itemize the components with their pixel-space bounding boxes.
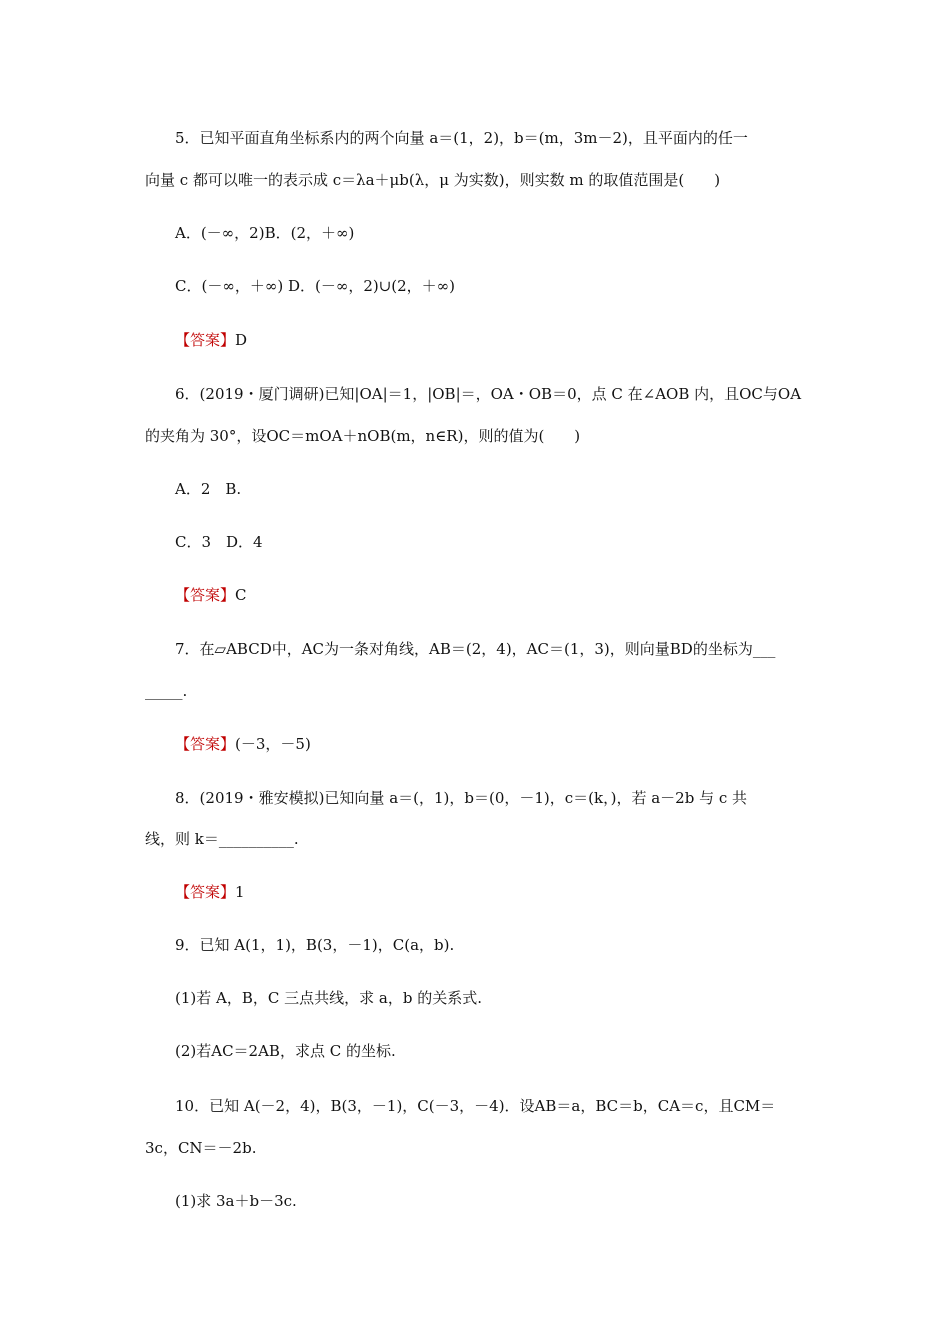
question-7-line-2: _____. [145, 682, 188, 700]
question-10-line-1: 10．已知 A(－2，4)，B(3，－1)，C(－3，－4)．设AB＝a，BC＝b，CA＝c，且CM＝ [175, 1097, 776, 1115]
question-10-part-1: (1)求 3a＋b－3c. [175, 1192, 297, 1210]
question-5-answer [175, 330, 247, 350]
question-9-line-1: 9．已知 A(1，1)，B(3，－1)，C(a，b). [175, 936, 455, 954]
question-10-line-2: 3c，CN＝－2b. [145, 1139, 257, 1157]
answer-value: (－3，－5) [235, 735, 311, 753]
question-8-line-2: 线，则 k＝__________. [145, 830, 299, 848]
question-6-option-ab: A．2 B. [175, 480, 242, 498]
question-8-line-1: 8．(2019・雅安模拟)已知向量 a＝(，1)，b＝(0，－1)，c＝(k，)，若 a－2b 与 c 共 [175, 789, 748, 807]
question-9-part-1: (1)若 A，B，C 三点共线，求 a，b 的关系式. [175, 989, 482, 1007]
question-6-line-2: 的夹角为 30°，设OC＝mOA＋nOB(m，n∈R)，则的值为( ) [145, 427, 581, 445]
question-5-option-cd: C．(－∞，＋∞) D．(－∞，2)∪(2，＋∞) [175, 277, 456, 295]
question-8-answer [175, 882, 245, 902]
answer-label: 【答案】 [175, 735, 236, 753]
question-9-part-2: (2)若AC＝2AB，求点 C 的坐标. [175, 1042, 396, 1060]
question-6-line-1: 6．(2019・厦门调研)已知|OA|＝1，|OB|＝，OA・OB＝0，点 C 在∠AOB 内，且OC与OA [175, 385, 802, 403]
answer-value: C [235, 586, 247, 604]
answer-label: 【答案】 [175, 331, 236, 349]
question-7-line-1: 7．在▱ABCD中，AC为一条对角线，AB＝(2，4)，AC＝(1，3)，则向量BD的坐标为___ [175, 640, 776, 658]
question-5-line-2: 向量 c 都可以唯一的表示成 c＝λa＋μb(λ，μ 为实数)，则实数 m 的取值范围是( ) [145, 171, 721, 189]
answer-value: D [235, 331, 248, 349]
question-6-option-cd: C．3 D．4 [175, 533, 263, 551]
answer-label: 【答案】 [175, 883, 236, 901]
question-7-answer [175, 734, 311, 754]
question-5-line-1: 5．已知平面直角坐标系内的两个向量 a＝(1，2)，b＝(m，3m－2)，且平面内的任一 [175, 129, 748, 147]
question-5-option-ab: A．(－∞，2)B．(2，＋∞) [175, 224, 355, 242]
answer-value: 1 [235, 883, 245, 901]
answer-label: 【答案】 [175, 586, 236, 604]
question-6-answer [175, 585, 247, 605]
